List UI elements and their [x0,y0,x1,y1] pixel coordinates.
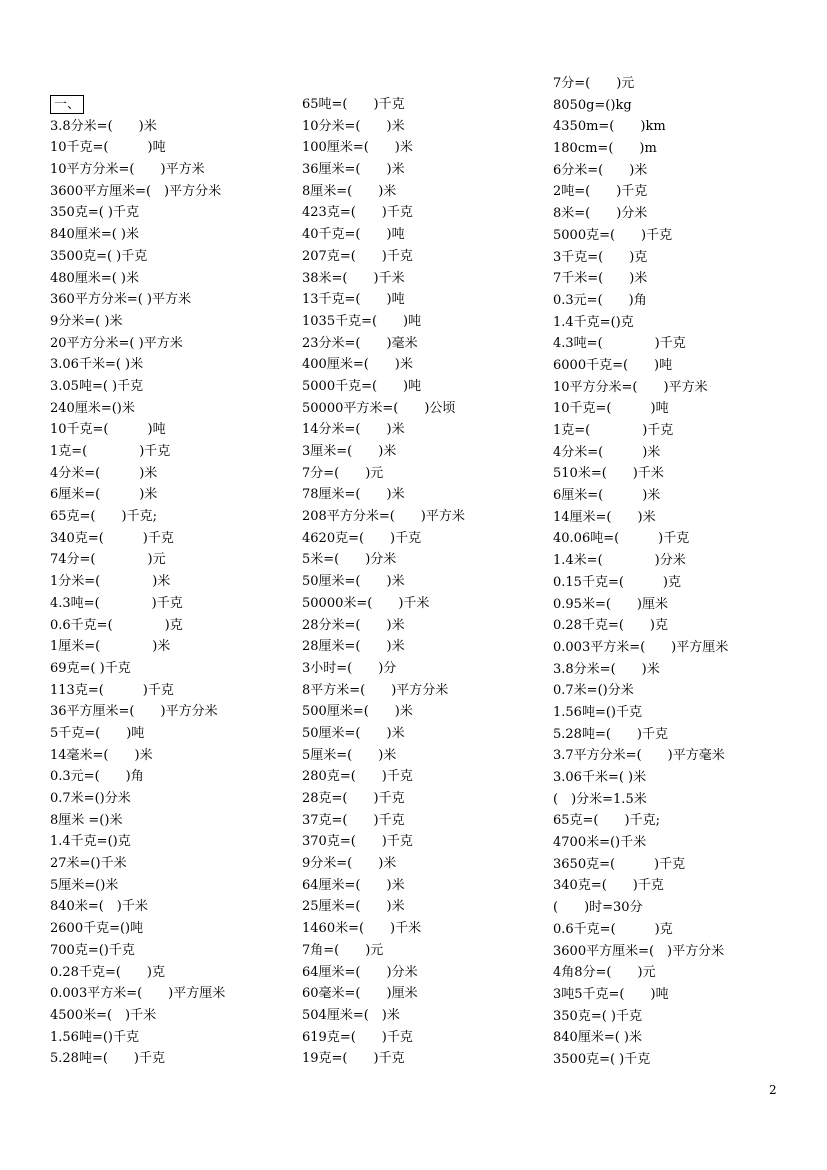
exercise-item: 13千克=( )吨 [302,292,405,308]
exercise-item: 500厘米=( )米 [302,704,413,720]
exercise-item: 3.06千米=( )米 [50,357,144,373]
page-number: 2 [769,1083,777,1097]
exercise-item: 4分米=( )米 [553,444,661,460]
exercise-item: 1035千克=( )吨 [302,313,422,329]
exercise-item: 504厘米=( )米 [302,1007,400,1023]
exercise-item: 10平方分米=( )平方米 [553,379,708,395]
exercise-item: 36厘米=( )米 [302,162,405,178]
exercise-item: 5.28吨=( )千克 [553,726,668,742]
section-header [50,94,225,116]
exercise-item: 2吨=( )千克 [553,184,648,200]
exercise-item: 10千克=( )吨 [553,401,669,417]
exercise-item: 8050g=()kg [553,97,632,113]
exercise-item: 7角=( )元 [302,942,384,958]
exercise-item: 5厘米=( )米 [302,747,397,763]
exercise-item: 40.06吨=( )千克 [553,531,690,547]
exercise-item: 1分米=( )米 [50,574,171,590]
exercise-item: 3.8分米=( )米 [553,661,660,677]
exercise-item: 5千克=( )吨 [50,725,145,741]
exercise-item: ( )分米=1.5米 [553,791,647,807]
exercise-item: 3650克=( )千克 [553,856,686,872]
exercise-item: 1.56吨=()千克 [50,1029,139,1045]
exercise-item: 7分=( )元 [302,465,384,481]
exercise-item: 360平方分米=( )平方米 [50,292,191,308]
exercise-item: 9分米=( )米 [50,313,123,329]
exercise-item: 65吨=( )千克 [302,97,405,112]
exercise-item: 3.06千米=( )米 [553,770,647,785]
exercise-item: 40千克=( )吨 [302,227,405,243]
exercise-item: 1.4米=( )分米 [553,553,686,569]
exercise-item: 3.7平方分米=( )平方毫米 [553,748,725,764]
exercise-item: 60毫米=( )厘米 [302,986,418,1002]
exercise-item: 1.4千克=()克 [553,314,634,330]
exercise-item: 38米=( )千米 [302,270,405,286]
exercise-item: 19克=( )千克 [302,1051,405,1067]
exercise-item: 207克=( )千克 [302,248,413,264]
exercise-item: 50000平方米=( )公顷 [302,400,456,416]
exercise-item: 0.95米=( )厘米 [553,596,668,612]
exercise-item: 4500米=( )千米 [50,1007,157,1023]
exercise-item: 8平方米=( )平方分米 [302,682,449,698]
exercise-item: 510米=( )千米 [553,466,664,482]
exercise-item: 4.3吨=( )千克 [50,595,183,611]
exercise-item: 4620克=( )千克 [302,530,422,546]
exercise-item: 50厘米=( )米 [302,574,405,590]
exercise-item: 208平方分米=( )平方米 [302,509,465,525]
exercise-item: 5000千克=( )吨 [302,378,422,394]
exercise-item: 3.8分米=( )米 [50,118,157,134]
exercise-item: 10分米=( )米 [302,118,405,134]
exercise-item: 1克=( )千克 [50,444,171,459]
exercise-item: 340克=( )千克 [50,530,174,546]
exercise-item: 5.28吨=( )千克 [50,1051,165,1067]
exercise-item: 7千米=( )米 [553,271,648,287]
exercise-item: 37克=( )千克 [302,812,405,828]
column-1 [50,94,225,1070]
exercise-item: 1.4千克=()克 [50,834,131,850]
exercise-item: 64厘米=( )米 [302,877,405,893]
exercise-item: 0.6千克=( )克 [553,921,673,937]
exercise-item: 14分米=( )米 [302,422,405,438]
exercise-item: 340克=( )千克 [553,878,664,894]
exercise-item: 370克=( )千克 [302,834,413,850]
exercise-item: 113克=( )千克 [50,682,174,698]
exercise-item: 10千克=( )吨 [50,422,166,438]
exercise-item: 23分米=( )毫米 [302,335,418,351]
exercise-item: 8厘米=( )米 [302,183,397,199]
exercise-item: 1460米=( )千米 [302,921,422,937]
exercise-item: 400厘米=( )米 [302,357,413,373]
exercise-item: 0.7米=()分米 [553,683,634,699]
exercise-item: 100厘米=( )米 [302,140,413,156]
exercise-item: 280克=( )千克 [302,769,413,785]
exercise-item: 0.3元=( )角 [50,769,144,785]
exercise-item: 700克=()千克 [50,942,135,958]
exercise-item: 4分米=( )米 [50,465,158,481]
exercise-item: 840厘米=( )米 [50,227,139,243]
exercise-item: 350克=( )千克 [553,1008,642,1024]
exercise-item: 3吨5千克=( )吨 [553,986,669,1002]
exercise-item: 1.56吨=()千克 [553,704,642,720]
exercise-item: 3600平方厘米=( )平方分米 [553,943,725,959]
exercise-item: 28厘米=( )米 [302,639,405,655]
column-2 [302,94,465,1070]
exercise-item: 5厘米=()米 [50,877,119,893]
exercise-item: 619克=( )千克 [302,1029,413,1045]
exercise-item: 0.003平方米=( )平方厘米 [50,986,226,1002]
exercise-item: 0.3元=( )角 [553,292,647,308]
exercise-item: 64厘米=( )分米 [302,964,418,980]
exercise-item: 840厘米=( )米 [553,1030,642,1046]
exercise-item: 8米=( )分米 [553,206,648,222]
exercise-item: 65克=( )千克; [50,509,157,525]
exercise-item: 4.3吨=( )千克 [553,336,686,352]
exercise-item: 4350m=( )km [553,119,666,135]
exercise-item: 5000克=( )千克 [553,227,673,243]
section-label: 一、 [50,95,84,114]
exercise-item: 3500克=( )千克 [50,248,148,264]
exercise-item: 4700米=()千米 [553,835,647,851]
exercise-item: 0.7米=()分米 [50,791,131,806]
exercise-item: 423克=( )千克 [302,205,413,221]
exercise-item: 3厘米=( )米 [302,444,397,459]
exercise-item: ( )时=30分 [553,900,643,916]
exercise-item: 3500克=( )千克 [553,1051,651,1067]
exercise-item: 50000米=( )千米 [302,595,430,611]
exercise-item: 0.28千克=( )克 [50,964,165,980]
exercise-item: 3.05吨=( )千克 [50,378,144,394]
exercise-item: 74分=( )元 [50,552,166,568]
exercise-item: 0.15千克=( )克 [553,574,681,590]
exercise-item: 14毫米=( )米 [50,747,153,763]
exercise-item: 3千克=( )克 [553,249,648,265]
exercise-item: 28分米=( )米 [302,617,405,633]
exercise-item: 6分米=( )米 [553,162,648,178]
exercise-item: 840米=( )千米 [50,899,148,915]
exercise-item: 6厘米=( )米 [50,487,158,503]
exercise-item: 3600平方厘米=( )平方分米 [50,183,222,199]
exercise-item: 27米=()千米 [50,856,127,872]
exercise-item: 350克=( )千克 [50,205,139,221]
exercise-item: 36平方厘米=( )平方分米 [50,704,218,720]
exercise-item: 1克=( )千克 [553,423,674,438]
exercise-item: 5米=( )分米 [302,552,397,568]
exercise-item: 0.003平方米=( )平方厘米 [553,639,729,655]
exercise-item: 7分=( )元 [553,76,635,91]
exercise-item: 2600千克=()吨 [50,921,144,937]
exercise-item: 6000千克=( )吨 [553,357,673,373]
exercise-item: 4角8分=( )元 [553,965,656,981]
exercise-item: 50厘米=( )米 [302,725,405,741]
exercise-item: 0.28千克=( )克 [553,618,668,634]
exercise-item: 10千克=( )吨 [50,140,166,156]
exercise-item: 8厘米 =()米 [50,812,123,828]
exercise-item: 25厘米=( )米 [302,899,405,915]
exercise-item: 9分米=( )米 [302,856,397,872]
exercise-item: 69克=( )千克 [50,660,131,676]
exercise-item: 78厘米=( )米 [302,487,405,503]
exercise-item: 3小时=( )分 [302,660,397,676]
exercise-item: 65克=( )千克; [553,813,660,829]
exercise-item: 240厘米=()米 [50,400,135,416]
column-3 [553,73,728,1071]
exercise-item: 480厘米=( )米 [50,270,139,286]
exercise-item: 20平方分米=( )平方米 [50,335,183,351]
exercise-item: 6厘米=( )米 [553,488,661,504]
exercise-item: 28克=( )千克 [302,791,405,806]
exercise-item: 0.6千克=( )克 [50,617,183,633]
exercise-item: 180cm=( )m [553,141,657,157]
exercise-item: 14厘米=( )米 [553,509,656,525]
exercise-item: 1厘米=( )米 [50,639,171,655]
exercise-item: 10平方分米=( )平方米 [50,162,205,178]
